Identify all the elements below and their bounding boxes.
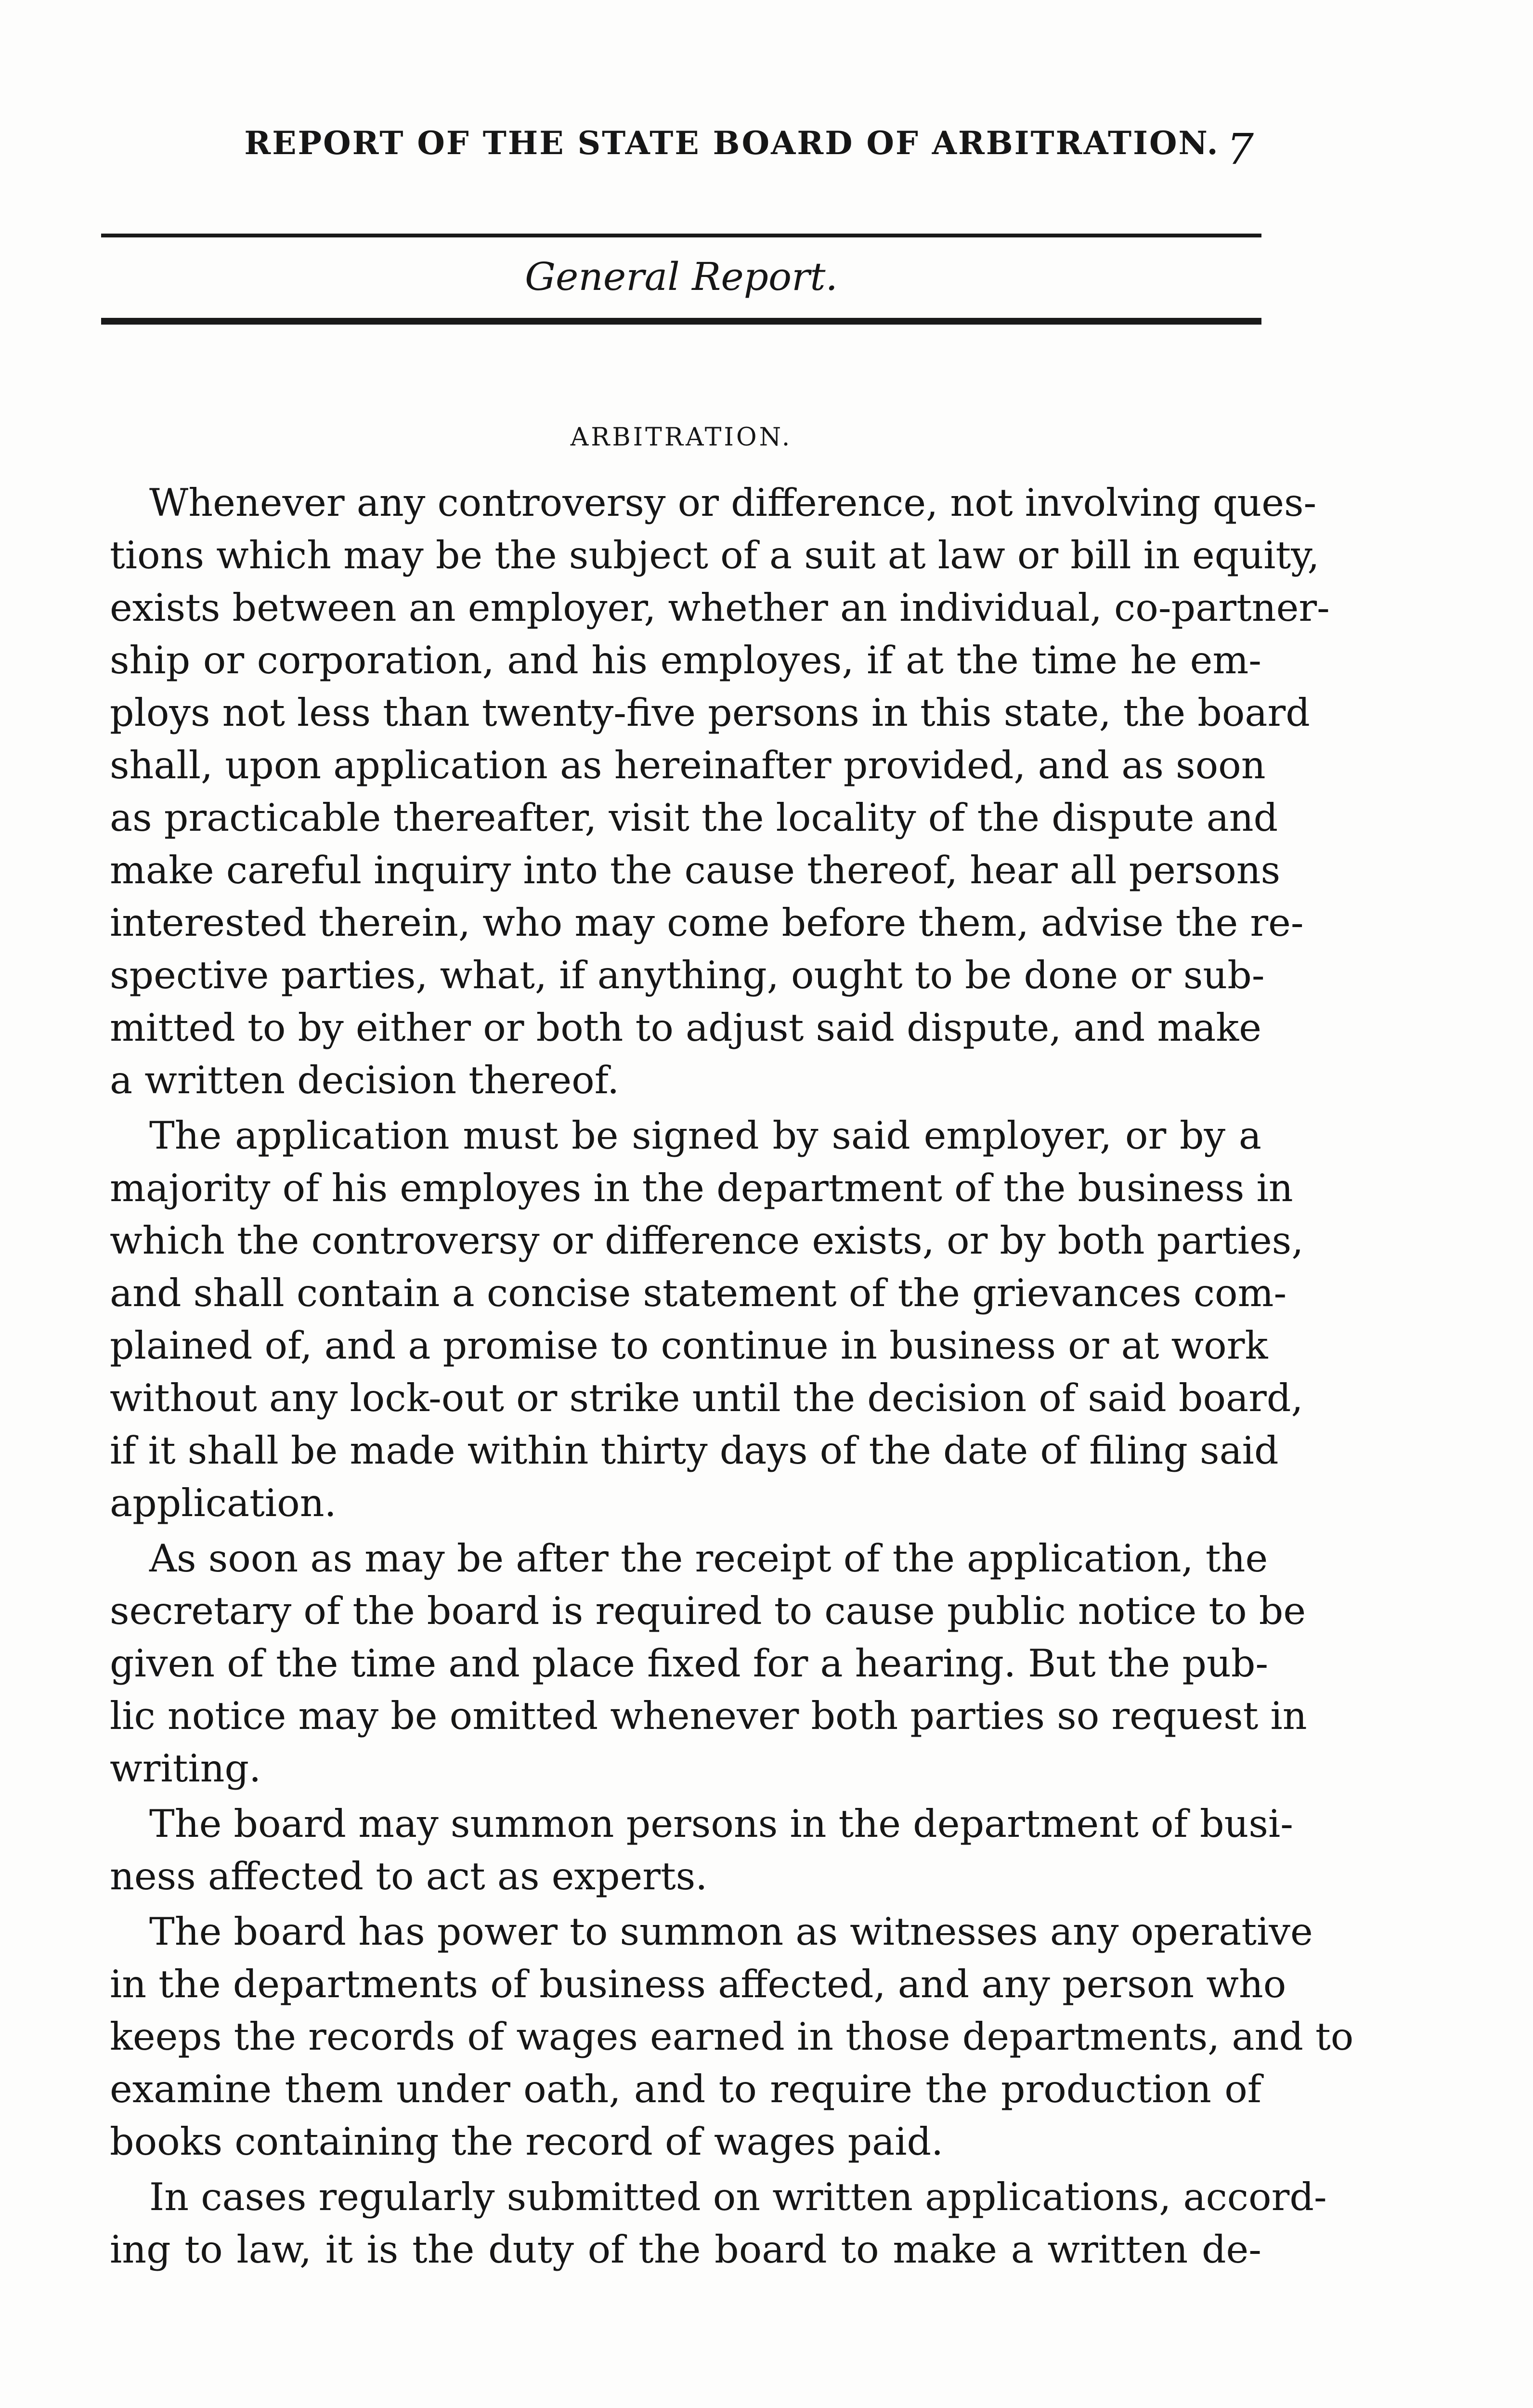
text-line: ship or corporation, and his employes, if at the time he em- <box>110 638 1261 682</box>
text-line: ness affected to act as experts. <box>110 1854 708 1898</box>
text-line: shall, upon application as hereinafter provided, and as soon <box>110 743 1266 787</box>
paragraph <box>110 1798 1293 1903</box>
text-line: without any lock-out or strike until the decision of said board, <box>110 1376 1303 1420</box>
header-rule-bottom <box>101 318 1261 325</box>
text-line: exists between an employer, whether an individual, co-partner- <box>110 586 1330 630</box>
page-number: 7 <box>1227 124 1254 174</box>
text-line: ing to law, it is the duty of the board to make a written de- <box>110 2227 1261 2272</box>
text-line: in the departments of business affected, and any person who <box>110 1962 1286 2006</box>
running-head: REPORT OF THE STATE BOARD OF ARBITRATION. <box>244 124 1220 162</box>
text-line: books containing the record of wages paid. <box>110 2120 944 2164</box>
text-line: The board may summon persons in the department of busi- <box>149 1802 1293 1846</box>
text-line: ploys not less than twenty-five persons in this state, the board <box>110 691 1310 735</box>
text-line: tions which may be the subject of a suit at law or bill in equity, <box>110 533 1320 577</box>
text-line: which the controversy or difference exists, or by both parties, <box>110 1218 1304 1263</box>
text-line: given of the time and place fixed for a hearing. But the pub- <box>110 1641 1269 1686</box>
text-line: spective parties, what, if anything, ought to be done or sub- <box>110 953 1265 997</box>
paragraph <box>110 477 1330 1107</box>
text-line: The application must be signed by said employer, or by a <box>149 1113 1261 1158</box>
text-line: examine them under oath, and to require the production of <box>110 2067 1261 2111</box>
text-line: and shall contain a concise statement of the grievances com- <box>110 1271 1287 1315</box>
paragraph <box>110 1906 1354 2168</box>
text-line: a written decision thereof. <box>110 1058 620 1102</box>
text-line: As soon as may be after the receipt of the application, the <box>149 1536 1268 1581</box>
header-rule-top <box>101 234 1261 237</box>
text-line: mitted to by either or both to adjust said dispute, and make <box>110 1006 1261 1050</box>
text-line: as practicable thereafter, visit the locality of the dispute and <box>110 796 1278 840</box>
text-line: The board has power to summon as witnesses any operative <box>149 1910 1313 1954</box>
text-line: majority of his employes in the department of the business in <box>110 1166 1293 1210</box>
text-line: lic notice may be omitted whenever both parties so request in <box>110 1694 1307 1738</box>
text-line: application. <box>110 1481 337 1525</box>
text-line: In cases regularly submitted on written applications, accord- <box>149 2175 1327 2219</box>
body-text <box>110 477 1354 2276</box>
text-line: interested therein, who may come before them, advise the re- <box>110 901 1304 945</box>
paragraph <box>110 2171 1327 2276</box>
text-line: make careful inquiry into the cause thereof, hear all persons <box>110 848 1281 892</box>
text-line: plained of, and a promise to continue in business or at work <box>110 1323 1268 1368</box>
text-line: if it shall be made within thirty days of the date of filing said <box>110 1428 1279 1473</box>
text-line: secretary of the board is required to cause public notice to be <box>110 1589 1306 1633</box>
section-title: General Report. <box>525 254 838 299</box>
paragraph <box>110 1110 1304 1530</box>
text-line: Whenever any controversy or difference, not involving ques- <box>149 481 1317 525</box>
paragraph <box>110 1532 1307 1795</box>
text-line: keeps the records of wages earned in those departments, and to <box>110 2015 1354 2059</box>
text-line: writing. <box>110 1746 261 1791</box>
subheading: ARBITRATION. <box>570 423 792 452</box>
